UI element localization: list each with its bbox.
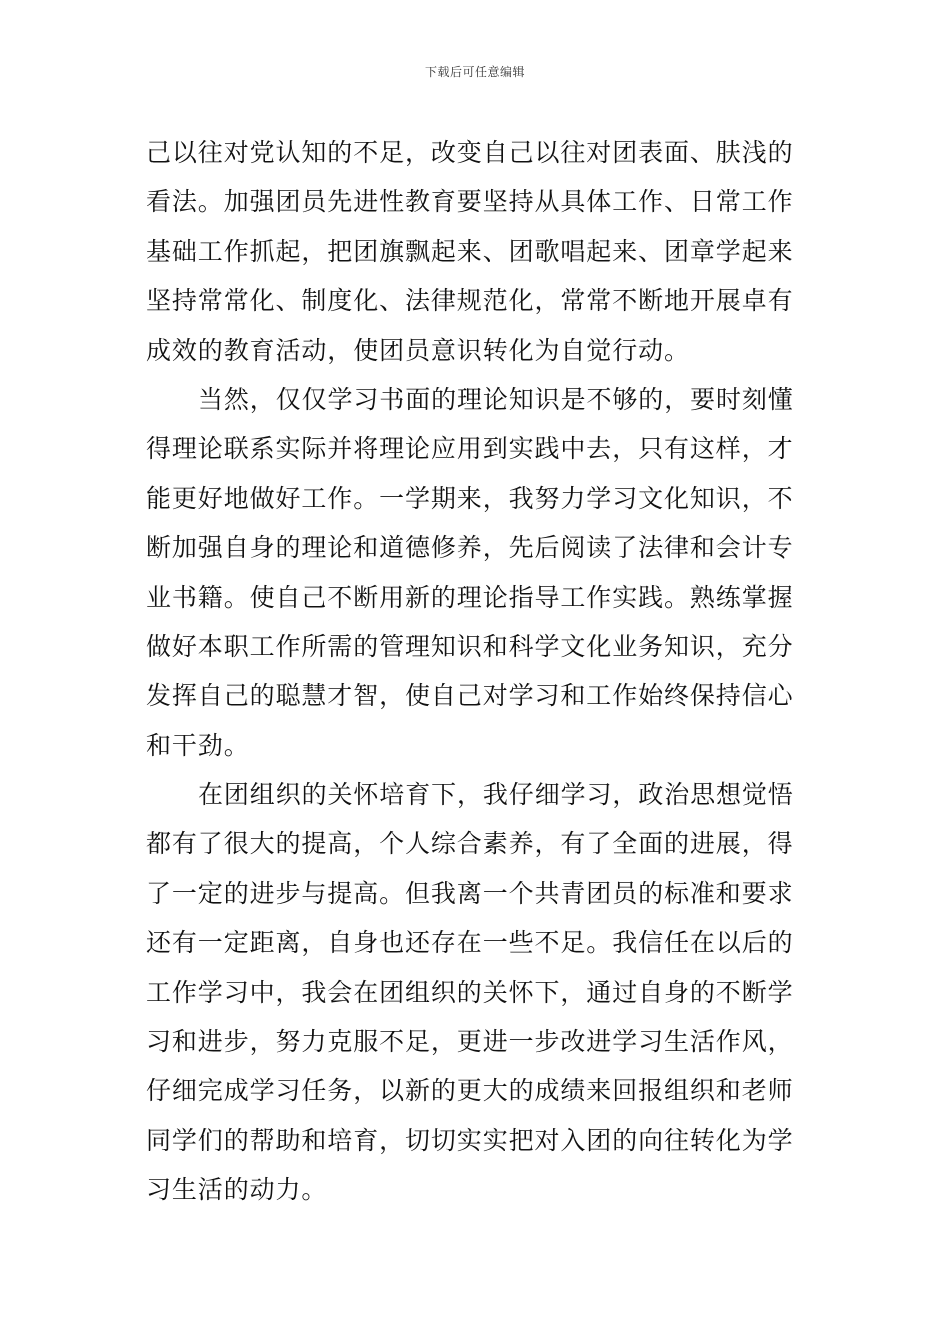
text-line: 了一定的进步与提高。但我离一个共青团员的标准和要求 [146, 878, 794, 908]
text-line: 基础工作抓起，把团旗飘起来、团歌唱起来、团章学起来 [146, 236, 794, 266]
text-line: 业书籍。使自己不断用新的理论指导工作实践。熟练掌握 [146, 582, 794, 612]
text-line: 能更好地做好工作。一学期来，我努力学习文化知识，不 [146, 483, 794, 513]
text-line: 坚持常常化、制度化、法律规范化，常常不断地开展卓有 [146, 286, 794, 316]
text-line: 和干劲。 [146, 730, 250, 760]
paragraph-first-line: 在团组织的关怀培育下，我仔细学习，政治思想觉悟 [198, 780, 794, 810]
text-line: 都有了很大的提高，个人综合素养，有了全面的进展，得 [146, 829, 794, 859]
text-line: 得理论联系实际并将理论应用到实践中去，只有这样，才 [146, 434, 794, 464]
text-line: 仔细完成学习任务，以新的更大的成绩来回报组织和老师 [146, 1076, 794, 1106]
text-line: 还有一定距离，自身也还存在一些不足。我信任在以后的 [146, 928, 794, 958]
text-line: 发挥自己的聪慧才智，使自己对学习和工作始终保持信心 [146, 681, 794, 711]
text-line: 看法。加强团员先进性教育要坚持从具体工作、日常工作 [146, 187, 794, 217]
page-header: 下载后可任意编辑 [424, 65, 525, 79]
text-line: 同学们的帮助和培育，切切实实把对入团的向往转化为学 [146, 1125, 794, 1155]
text-line: 习和进步，努力克服不足，更进一步改进学习生活作风， [146, 1027, 794, 1057]
text-line: 断加强自身的理论和道德修养，先后阅读了法律和会计专 [146, 533, 794, 563]
text-line: 做好本职工作所需的管理知识和科学文化业务知识，充分 [146, 631, 794, 661]
text-line: 工作学习中，我会在团组织的关怀下，通过自身的不断学 [146, 977, 794, 1007]
body-text [146, 128, 806, 1215]
text-line: 成效的教育活动，使团员意识转化为自觉行动。 [146, 335, 690, 365]
paragraph-first-line: 当然，仅仅学习书面的理论知识是不够的，要时刻懂 [198, 384, 794, 414]
text-line: 己以往对党认知的不足，改变自己以往对团表面、肤浅的 [146, 138, 794, 167]
text-line: 习生活的动力。 [146, 1175, 328, 1205]
